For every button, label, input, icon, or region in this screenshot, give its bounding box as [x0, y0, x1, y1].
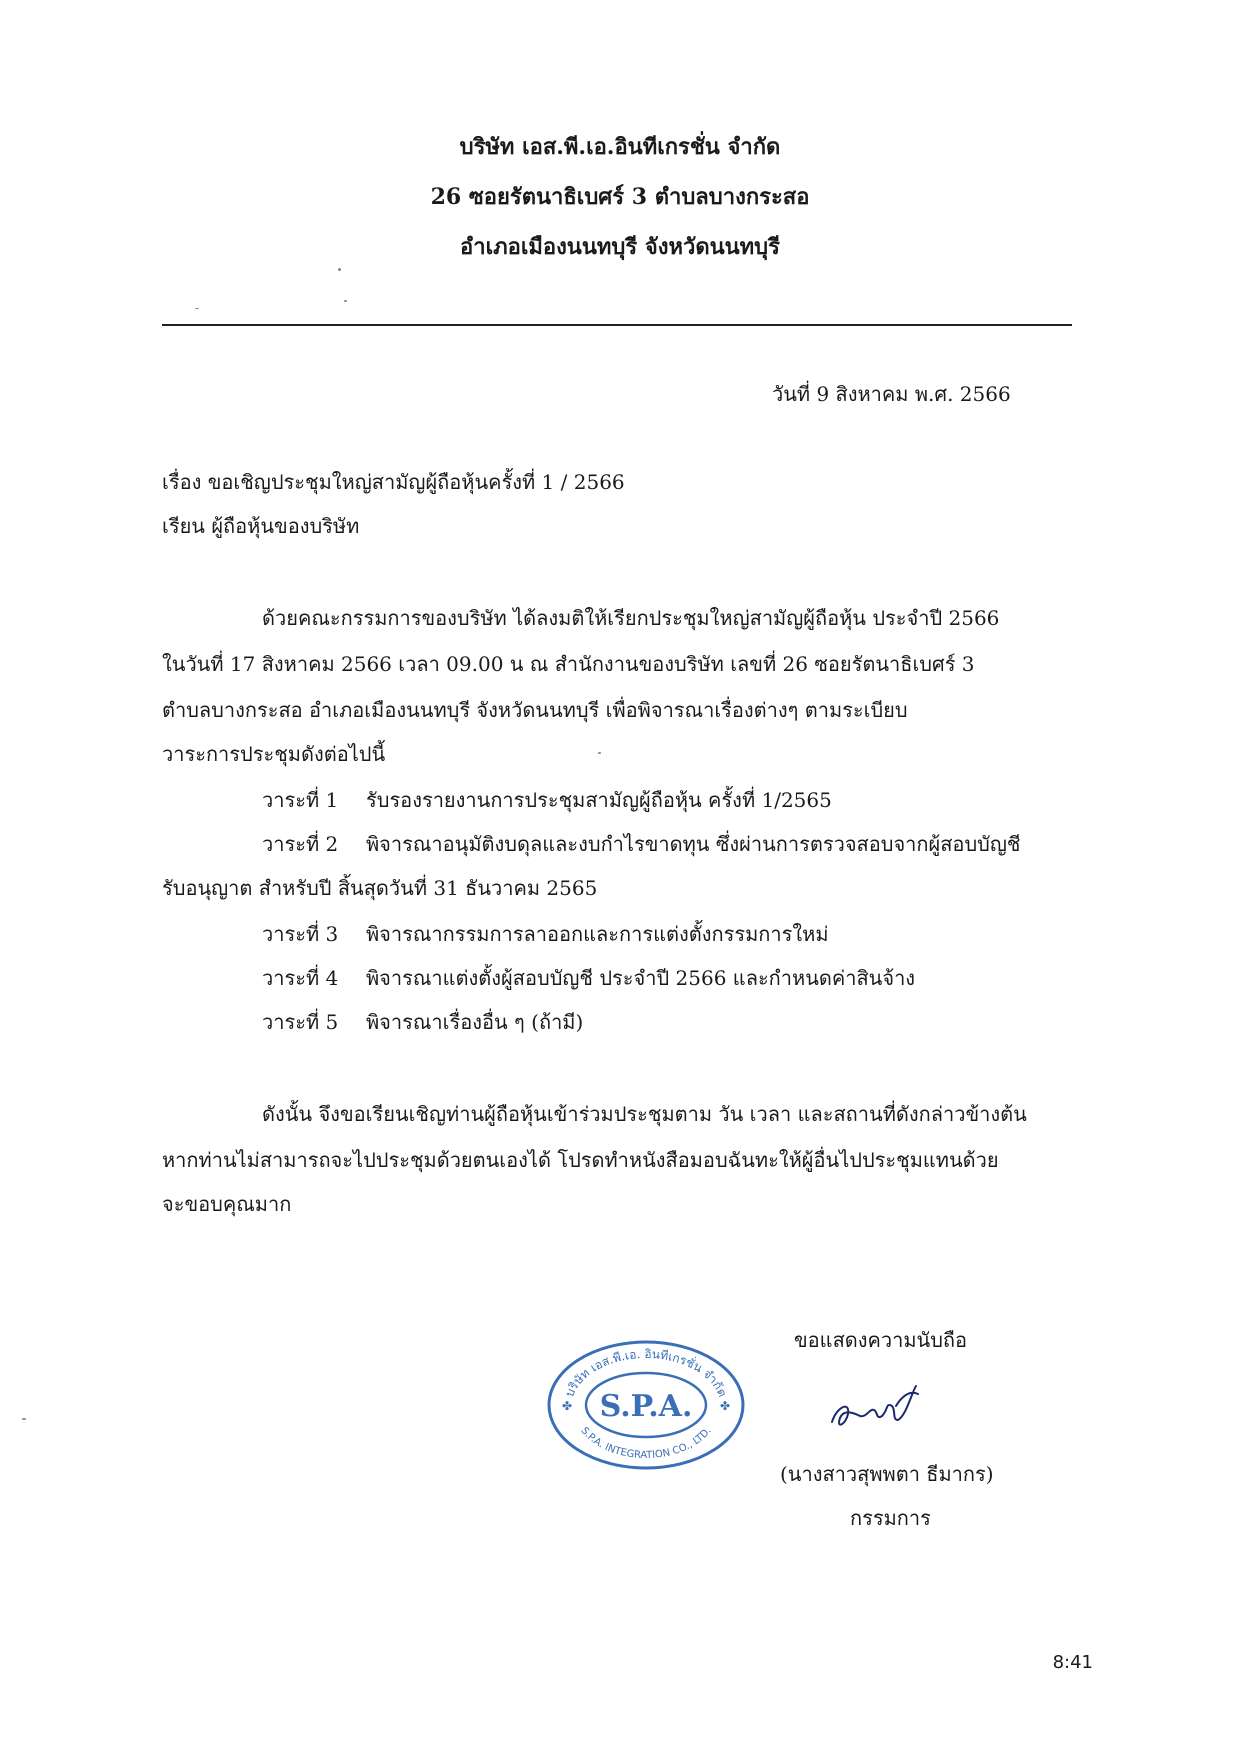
- agenda-item: [262, 790, 832, 810]
- agenda-item: [262, 924, 829, 944]
- agenda-label: วาระที่ 4: [262, 966, 339, 990]
- scan-speck: [22, 1418, 26, 1420]
- scan-speck: [195, 308, 199, 309]
- agenda-item: [262, 834, 1020, 854]
- letter-recipient: เรียน ผู้ถือหุ้นของบริษัท: [162, 514, 360, 538]
- body-line-1: ด้วยคณะกรรมการของบริษัท ได้ลงมติให้เรียกประชุมใหญ่สามัญผู้ถือหุ้น ประจำปี 2566: [262, 606, 1000, 630]
- closing-line-3: จะขอบคุณมาก: [162, 1192, 292, 1216]
- agenda-text: พิจารณาอนุมัติงบดุลและงบกำไรขาดทุน ซึ่งผ่านการตรวจสอบจากผู้สอบบัญชี: [366, 832, 1021, 856]
- scan-speck: [344, 300, 347, 302]
- agenda-label: วาระที่ 1: [262, 788, 339, 812]
- signatory-title: กรรมการ: [850, 1506, 931, 1530]
- page-number: 8:41: [1052, 1652, 1093, 1673]
- letter-date: วันที่ 9 สิงหาคม พ.ศ. 2566: [772, 382, 1011, 406]
- agenda-label: วาระที่ 2: [262, 832, 339, 856]
- scan-speck: [338, 268, 341, 271]
- closing-line-2: หากท่านไม่สามารถจะไปประชุมด้วยตนเองได้ โปรดทำหนังสือมอบฉันทะให้ผู้อื่นไปประชุมแทนด้วย: [162, 1148, 999, 1172]
- body-line-4: วาระการประชุมดังต่อไปนี้: [162, 742, 386, 766]
- letter-subject: เรื่อง ขอเชิญประชุมใหญ่สามัญผู้ถือหุ้นครั้งที่ 1 / 2566: [162, 470, 625, 494]
- agenda-text: พิจารณาเรื่องอื่น ๆ (ถ้ามี): [366, 1010, 584, 1034]
- agenda-text: รับรองรายงานการประชุมสามัญผู้ถือหุ้น ครั้งที่ 1/2565: [366, 788, 832, 812]
- scan-speck: [598, 752, 601, 754]
- agenda-2-continuation: รับอนุญาต สำหรับปี สิ้นสุดวันที่ 31 ธันวาคม 2565: [162, 876, 598, 900]
- closing-line-1: ดังนั้น จึงขอเรียนเชิญท่านผู้ถือหุ้นเข้าร่วมประชุมตาม วัน เวลา และสถานที่ดังกล่าวข้างต้น: [262, 1102, 1027, 1126]
- seal-top-text: บริษัท เอส.พี.เอ. อินทีเกรชั่น จำกัด: [562, 1346, 730, 1399]
- seal-bottom-text: S.P.A. INTEGRATION CO., LTD.: [578, 1425, 714, 1462]
- agenda-item: [262, 968, 915, 988]
- seal-ornament-right-icon: ✤: [719, 1399, 731, 1413]
- handwritten-signature: [826, 1380, 922, 1434]
- company-address-line1: 26 ซอยรัตนาธิเบศร์ 3 ตำบลบางกระสอ: [430, 184, 810, 210]
- seal-ornament-left-icon: ✤: [561, 1399, 573, 1413]
- body-line-3: ตำบลบางกระสอ อำเภอเมืองนนทบุรี จังหวัดนนทบุรี เพื่อพิจารณาเรื่องต่างๆ ตามระเบียบ: [162, 698, 908, 722]
- agenda-text: พิจารณาแต่งตั้งผู้สอบบัญชี ประจำปี 2566 และกำหนดค่าสินจ้าง: [366, 966, 916, 990]
- signatory-name: (นางสาวสุพพตา ธีมากร): [780, 1462, 994, 1486]
- company-address-line2: อำเภอเมืองนนทบุรี จังหวัดนนทบุรี: [460, 234, 780, 260]
- agenda-text: พิจารณากรรมการลาออกและการแต่งตั้งกรรมการใหม่: [366, 922, 829, 946]
- company-name: บริษัท เอส.พี.เอ.อินทีเกรชั่น จำกัด: [459, 134, 781, 160]
- agenda-label: วาระที่ 3: [262, 922, 339, 946]
- body-line-2: ในวันที่ 17 สิงหาคม 2566 เวลา 09.00 น ณ สำนักงานของบริษัท เลขที่ 26 ซอยรัตนาธิเบศร์ 3: [162, 652, 975, 676]
- company-seal: [545, 1338, 747, 1472]
- agenda-label: วาระที่ 5: [262, 1010, 339, 1034]
- agenda-item: [262, 1012, 583, 1032]
- regards-text: ขอแสดงความนับถือ: [794, 1328, 968, 1352]
- seal-center-text: S.P.A.: [599, 1389, 693, 1424]
- header-divider: [162, 324, 1072, 326]
